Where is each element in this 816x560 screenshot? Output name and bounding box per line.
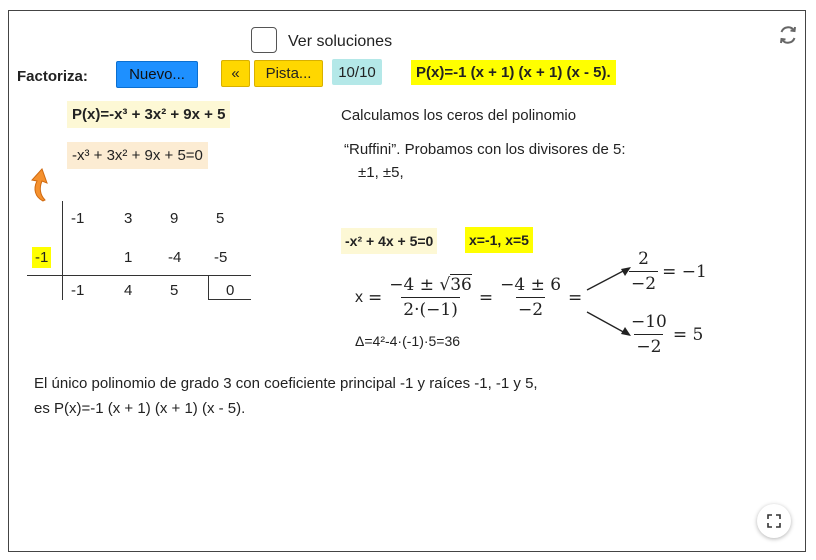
ruffini-vertical-line: [62, 201, 63, 300]
formula-fraction-1: [387, 275, 474, 320]
equation-display: -x³ + 3x² + 9x + 5=0: [67, 142, 208, 169]
equals-sign: =: [478, 287, 494, 308]
ruffini-result: 5: [170, 282, 179, 299]
ruffini-product: -5: [214, 249, 228, 266]
ruffini-coef: -1: [71, 210, 85, 227]
factoriza-label: Factoriza:: [17, 68, 88, 85]
root-result-1: [629, 249, 707, 294]
explanation-line-2: “Ruffini”. Probamos con los divisores de 5:: [344, 141, 626, 158]
ver-soluciones-checkbox[interactable]: [251, 27, 277, 53]
quadratic-roots: x=-1, x=5: [465, 227, 533, 253]
ver-soluciones-label: Ver soluciones: [288, 33, 393, 50]
r1-value: = −1: [662, 261, 707, 282]
explanation-line-1: Calculamos los ceros del polinomio: [341, 107, 577, 124]
undo-arrow-icon[interactable]: [29, 167, 61, 203]
formula-x: x: [355, 288, 363, 306]
quadratic-equation: -x² + 4x + 5=0: [341, 228, 437, 254]
f1-denominator: 2·(−1): [401, 297, 460, 320]
fullscreen-icon: [767, 514, 781, 528]
answer-display: P(x)=-1 (x + 1) (x + 1) (x - 5).: [411, 60, 616, 85]
ruffini-coef: 9: [170, 210, 179, 227]
r1-numerator: 2: [638, 249, 649, 269]
r1-denominator: −2: [629, 271, 658, 294]
discriminant: Δ=4²-4·(-1)·5=36: [355, 333, 461, 349]
conclusion-line-2: es P(x)=-1 (x + 1) (x + 1) (x - 5).: [34, 400, 246, 417]
root-result-2: [629, 312, 703, 357]
ruffini-root: -1: [32, 247, 51, 268]
ruffini-remainder: 0: [226, 282, 235, 299]
r2-numerator: −10: [631, 312, 667, 332]
sqrt-symbol: √: [439, 275, 451, 295]
ruffini-coef: 5: [216, 210, 225, 227]
conclusion-line-1: El único polinomio de grado 3 con coeficiente principal -1 y raíces -1, -1 y 5,: [34, 375, 538, 392]
ruffini-product: 1: [124, 249, 133, 266]
ruffini-product: -4: [168, 249, 182, 266]
refresh-icon[interactable]: [777, 24, 799, 46]
formula-fraction-2: [498, 275, 563, 320]
f2-numerator: −4 ± 6: [500, 275, 562, 295]
f1-sqrt-value: 36: [450, 275, 472, 295]
pista-button[interactable]: Pista...: [254, 60, 323, 87]
r2-denominator: −2: [634, 334, 663, 357]
explanation-line-3: ±1, ±5,: [358, 164, 404, 181]
applet-frame: [8, 10, 806, 552]
polynomial-display: P(x)=-x³ + 3x² + 9x + 5: [67, 101, 230, 128]
equals-sign: =: [368, 287, 383, 308]
ruffini-coef: 3: [124, 210, 133, 227]
quadratic-formula: [355, 275, 582, 320]
counter-badge: 10/10: [332, 59, 382, 85]
solution-arrows: [585, 266, 635, 346]
r2-value: = 5: [672, 324, 704, 345]
fullscreen-button[interactable]: [757, 504, 791, 538]
ruffini-result: 4: [124, 282, 133, 299]
nuevo-button[interactable]: Nuevo...: [116, 61, 198, 88]
f2-denominator: −2: [516, 297, 545, 320]
back-button[interactable]: «: [221, 60, 250, 87]
equals-sign: =: [568, 287, 583, 308]
ruffini-result: -1: [71, 282, 85, 299]
f1-numerator: −4 ±: [389, 275, 440, 295]
